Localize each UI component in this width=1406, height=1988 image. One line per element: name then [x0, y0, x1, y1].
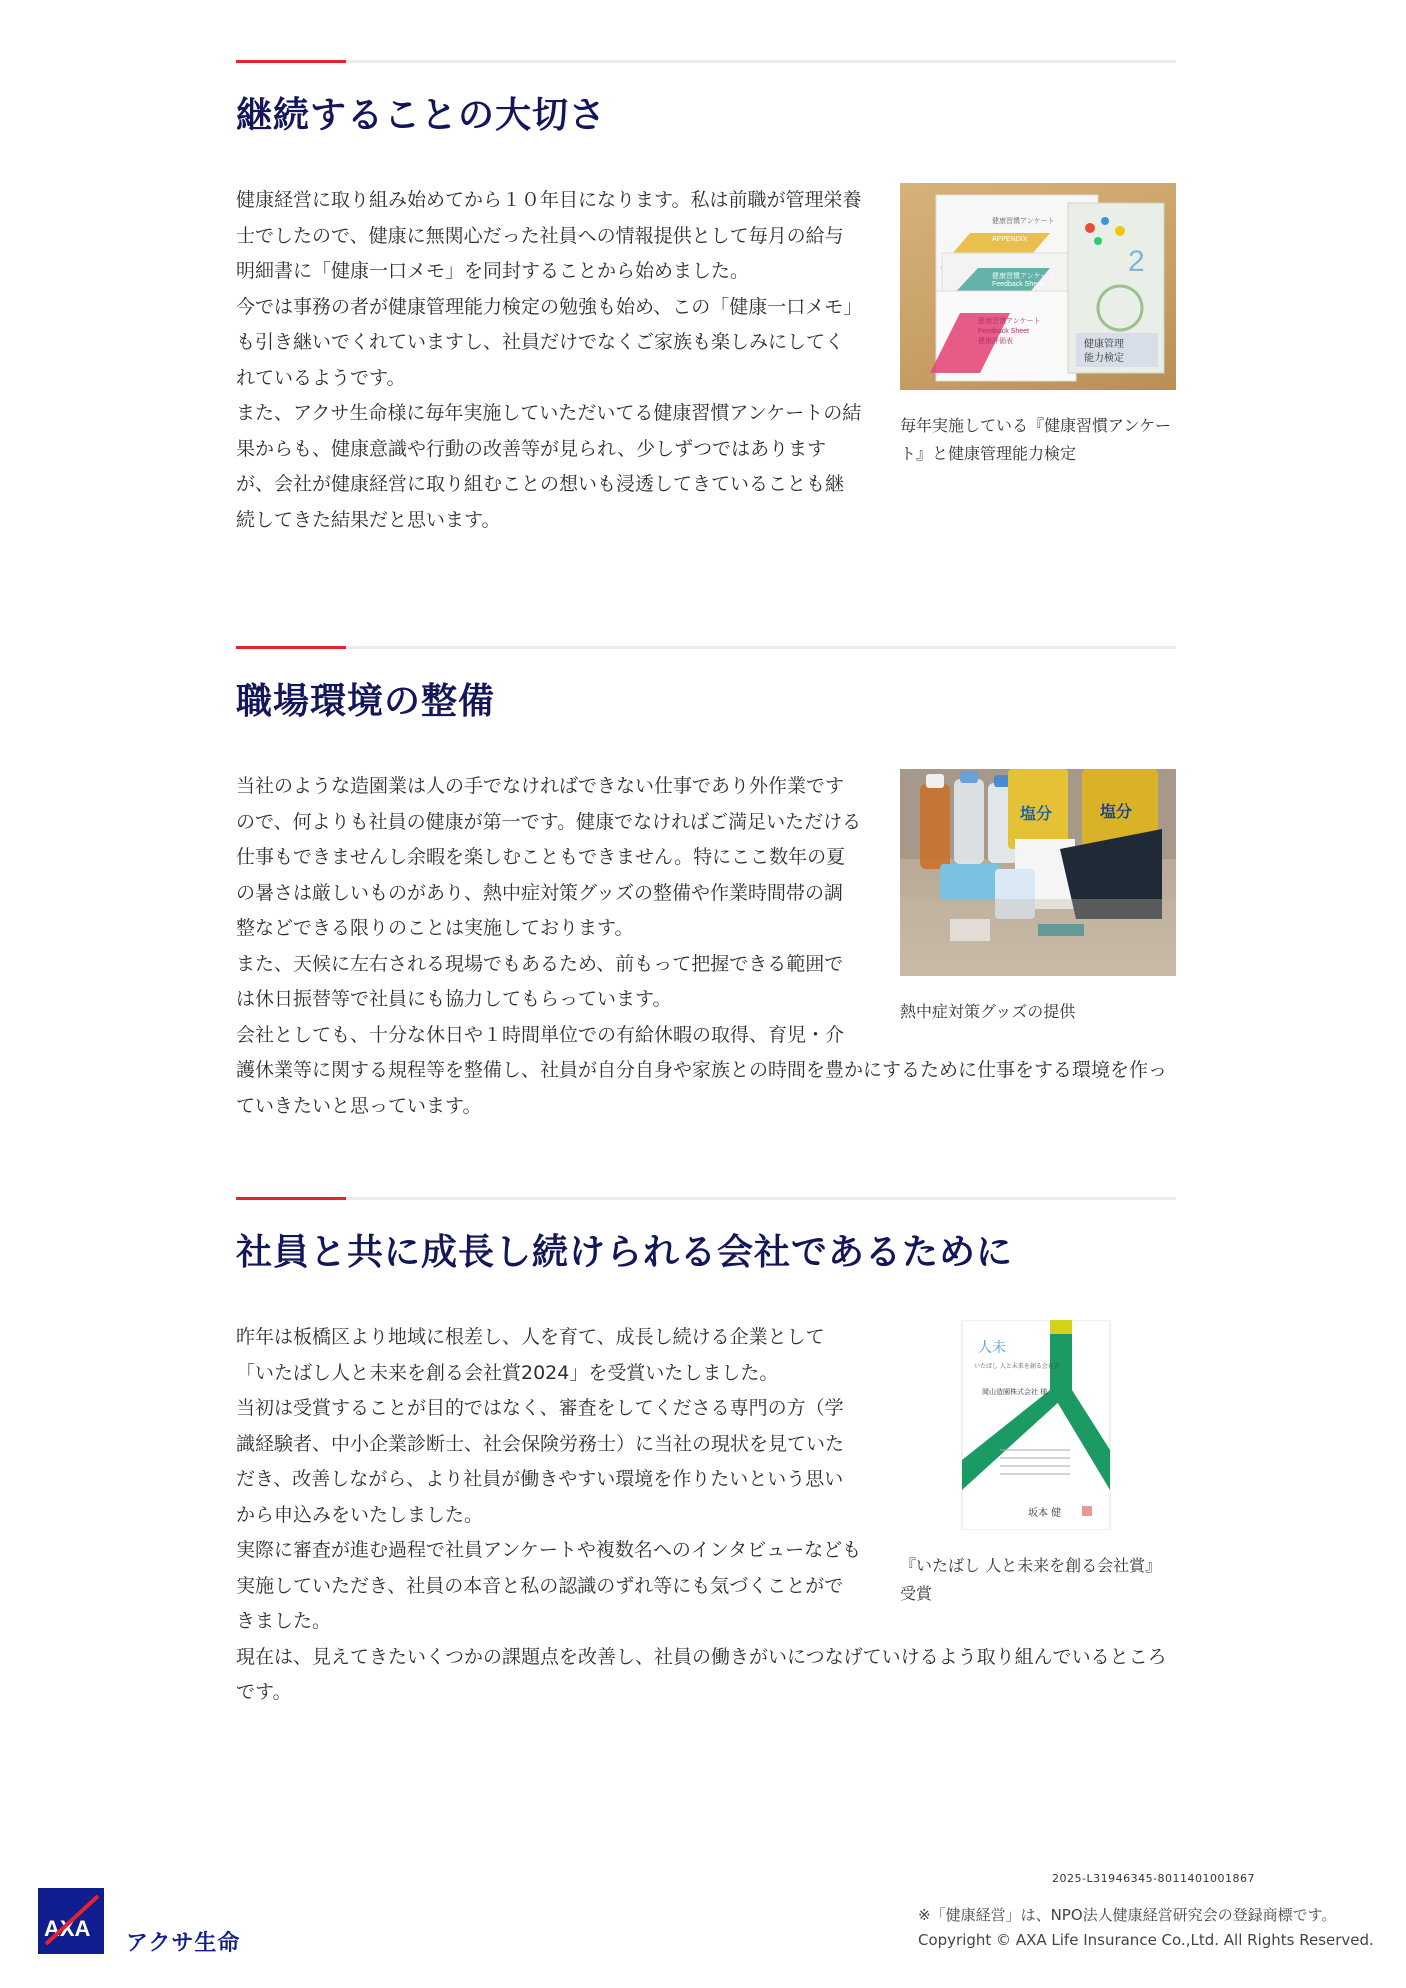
section-body [236, 183, 1176, 538]
paragraph: 実際に審査が進む過程で社員アンケートや複数名へのインタビューなども実施していただき、社員の本音と私の認識のずれ等にも気づくことができました。 [236, 1539, 862, 1632]
paragraph: 当社のような造園業は人の手でなければできない仕事であり外作業ですので、何よりも社員の健康が第一です。健康でなければご満足いただける仕事もできませんし余暇を楽しむこともできません。特にここ数年の夏の暑さは厳しいものがあり、熱中症対策グッズの整備や作業時間帯の調整などできる限りのことは実施しております。 [236, 775, 862, 939]
survey-sheets-illustration [900, 183, 1176, 390]
paragraph: 昨年は板橋区より地域に根差し、人を育て、成長し続ける企業として「いたばし人と未来を創る会社賞2024」を受賞いたしました。 [236, 1326, 825, 1384]
sheet-text: 健康習慣アンケート [978, 318, 1041, 325]
logo-text: AXA [44, 1916, 91, 1941]
photo-survey-sheets [900, 183, 1176, 390]
sheet-text: 能力検定 [1084, 353, 1124, 364]
sheet-text: 健康習慣アンケート [992, 273, 1055, 280]
section-divider-accent [236, 1197, 346, 1200]
bottle-water [954, 779, 984, 864]
package-text: 塩分 [1100, 802, 1133, 821]
section-body [236, 769, 1176, 1124]
axa-logo-icon [38, 1888, 104, 1954]
figure-caption: 『いたばし 人と未来を創る会社賞』受賞 [900, 1556, 1162, 1603]
bottle-cap [960, 771, 978, 783]
certificate-band-top [1050, 1320, 1072, 1334]
section-title: 継続することの大切さ [236, 95, 607, 136]
bottle-tea [920, 784, 950, 869]
cooling-sheet-pack [940, 864, 1000, 900]
package-text: 塩分 [1020, 804, 1053, 823]
paragraph: 健康経営に取り組み始めてから１０年目になります。私は前職が管理栄養士でしたので、健康に無関心だった社員への情報提供として毎月の給与明細書に「健康一口メモ」を同封することから始めました。 [236, 189, 862, 282]
section-body [236, 1320, 1176, 1711]
textbook-dot [1101, 217, 1109, 225]
certificate-seal [1082, 1506, 1092, 1516]
paragraph: 今では事務の者が健康管理能力検定の勉強も始め、この「健康一口メモ」も引き継いでくれていますし、社員だけでなくご家族も楽しみにしてくれているようです。 [236, 295, 853, 389]
section-divider [236, 60, 1176, 63]
paragraph: 会社としても、十分な休日や１時間単位での有給休暇の取得、育児・介護休業等に関する規程等を整備し、社員が自分自身や家族との時間を豊かにするために仕事をする環境を作っていきたいと思っています。 [236, 1023, 1168, 1117]
section-workplace [236, 646, 1176, 1124]
company-name: アクサ生命 [126, 1931, 241, 1956]
paragraph: また、天候に左右される現場でもあるため、前もって把握できる範囲では休日振替等で社員にも協力してもらっています。 [236, 952, 844, 1010]
axa-logo [38, 1888, 104, 1954]
sheet-text: Feedback Sheet [978, 328, 1029, 335]
trademark-note: ※「健康経営」は、NPO法人健康経営研究会の登録商標です。 [918, 1906, 1337, 1924]
paragraph: 当初は受賞することが目的ではなく、審査をしてくださる専門の方（学識経験者、中小企業診断士、社会保険労務士）に当社の現状を見ていただき、改善しながら、より社員が働きやすい環境を作りたいという思いから申込みをいたしました。 [236, 1397, 845, 1526]
section-divider-accent [236, 60, 346, 63]
figure-survey-sheets [900, 183, 1176, 468]
paragraph: また、アクサ生命様に毎年実施していただいてる健康習慣アンケートの結果からも、健康意識や行動の改善等が見られ、少しずつではありますが、会社が健康経営に取り組むことの想いも浸透してきていることも継続してきた結果だと思います。 [236, 402, 862, 531]
textbook-dot [1085, 223, 1095, 233]
paragraph: 現在は、見えてきたいくつかの課題点を改善し、社員の働きがいにつなげていけるよう取り組んでいるところです。 [236, 1645, 1167, 1703]
section-divider-accent [236, 646, 346, 649]
section-continuation [236, 60, 1176, 538]
sheet-text: 健康評価表 [978, 338, 1013, 345]
photo-heatstroke-goods [900, 769, 1176, 976]
section-title: 職場環境の整備 [236, 681, 496, 722]
award-certificate-illustration [900, 1320, 1176, 1530]
table-surface [900, 899, 1176, 976]
figure-award-certificate [900, 1320, 1176, 1608]
bottle-cap [926, 774, 944, 788]
sheet-text: 健康習慣アンケート [992, 218, 1055, 225]
sheet-text: 健康管理 [1084, 339, 1124, 350]
figure-caption: 熱中症対策グッズの提供 [900, 1002, 1076, 1021]
section-growth [236, 1197, 1176, 1711]
figure-caption: 毎年実施している『健康習慣アンケート』と健康管理能力検定 [900, 416, 1172, 463]
textbook-dot [1115, 226, 1125, 236]
copyright: Copyright © AXA Life Insurance Co.,Ltd. All Rights Reserved. [918, 1931, 1374, 1949]
document-code: 2025-L31946345-8011401001867 [1052, 1872, 1256, 1885]
sheet-text: APPENDIX [992, 236, 1028, 243]
textbook-dot [1094, 237, 1102, 245]
section-divider [236, 646, 1176, 649]
award-logo-mark: 人未 [978, 1340, 1006, 1356]
certificate-title: いたばし 人と未来を創る会社賞 [974, 1363, 1060, 1370]
textbook-grade: 2 [1128, 245, 1145, 278]
heatstroke-goods-illustration [900, 769, 1176, 976]
certificate-company: 岡山造園株式会社 様 [982, 1388, 1048, 1396]
sheet-text: Feedback Sheet [992, 281, 1043, 288]
certificate-signer: 坂本 健 [1028, 1508, 1062, 1519]
sheet-text: Feedback Sheet [992, 228, 1043, 235]
figure-heatstroke-goods [900, 769, 1176, 1026]
section-title: 社員と共に成長し続けられる会社であるために [236, 1232, 1014, 1273]
photo-award-certificate [900, 1320, 1176, 1530]
section-divider [236, 1197, 1176, 1200]
